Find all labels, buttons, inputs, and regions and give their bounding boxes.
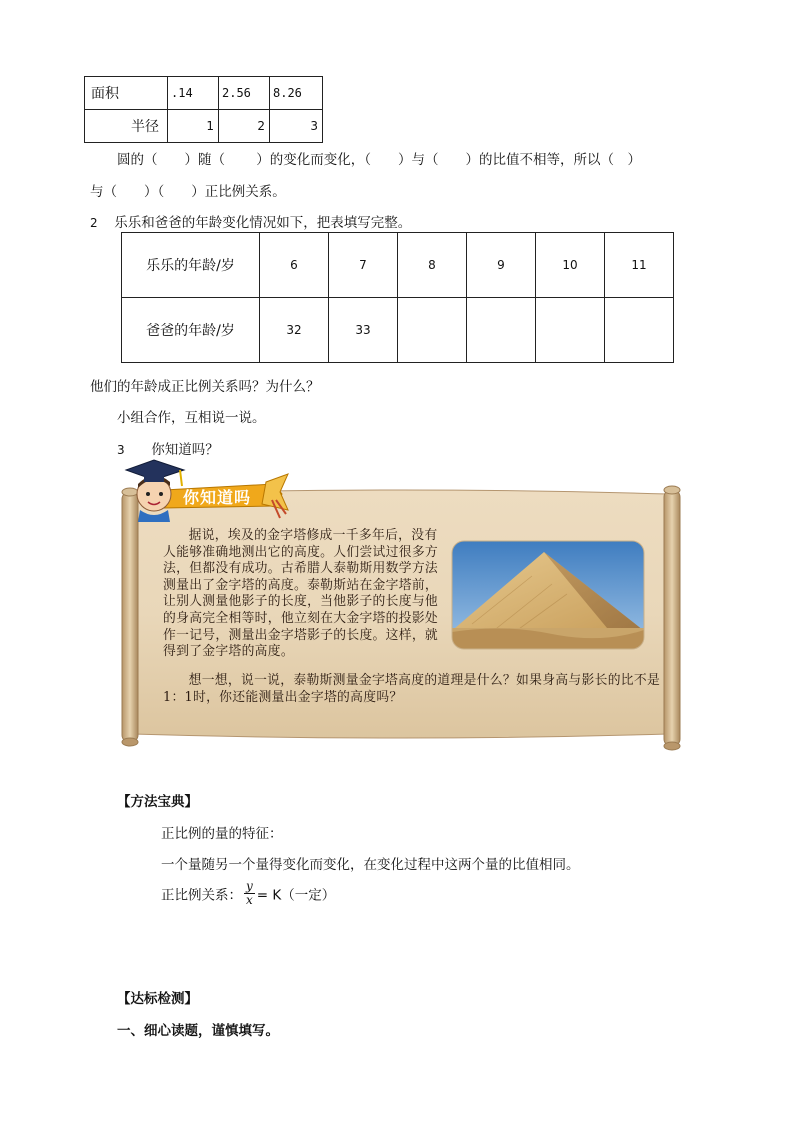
- circle-question-line1: 圆的（ ）随（ ）的变化而变化，（ ）与（ ）的比值不相等，所以（ ）: [117, 152, 642, 168]
- dad-age-blank[interactable]: [536, 298, 605, 363]
- ratio-fraction: [244, 880, 255, 907]
- pyramid-photo: [448, 541, 648, 650]
- check-heading: 【达标检测】: [117, 991, 198, 1007]
- think-question: 想一想，说一说，泰勒斯测量金字塔高度的道理是什么？如果身高与影长的比不是1：1时，你还能测量出金字塔的高度吗？: [163, 673, 661, 705]
- feature-title: 正比例的量的特征：: [161, 826, 283, 842]
- q2-prompt: 乐乐和爸爸的年龄变化情况如下，把表填写完整。: [114, 215, 412, 231]
- radius-label: 半径: [85, 110, 168, 143]
- area-cell: .14: [168, 77, 219, 110]
- fraction-numerator: y: [246, 879, 253, 893]
- age-table: [121, 232, 674, 363]
- table-row: [122, 233, 674, 298]
- pyramid-story: 据说，埃及的金字塔修成一千多年后，没有人能够准确地测出它的高度。人们尝试过很多方法，但都没有成功。古希腊人泰勒斯用数学方法测量出了金字塔的高度。泰勒斯站在金字塔前，让别人测量他影子的长度，当他影子的长度与他的身高完全相等时，他立刻在大金字塔的投影处作一记号，测量出金字塔影子的长度。这样，就得到了金字塔的高度。: [163, 528, 439, 660]
- fraction-denominator: x: [246, 893, 253, 907]
- q3-heading: [117, 438, 219, 458]
- dad-age-cell: 33: [329, 298, 398, 363]
- lele-age-cell: 11: [605, 233, 674, 298]
- q3-title: 你知道吗？: [151, 442, 219, 458]
- q2-number: 2: [90, 216, 98, 230]
- radius-cell: 1: [168, 110, 219, 143]
- table-row: [85, 110, 323, 143]
- area-cell: 8.26: [270, 77, 323, 110]
- relation-label: 正比例关系：: [161, 887, 242, 904]
- dad-age-blank[interactable]: [398, 298, 467, 363]
- lele-age-cell: 9: [467, 233, 536, 298]
- q2-heading: [90, 211, 411, 231]
- dad-age-blank[interactable]: [605, 298, 674, 363]
- radius-cell: 2: [219, 110, 270, 143]
- proportion-formula: [161, 880, 335, 907]
- lele-age-cell: 10: [536, 233, 605, 298]
- area-radius-table: [84, 76, 323, 143]
- q3-number: 3: [117, 443, 125, 457]
- circle-question-line2: 与（ ）（ ）正比例关系。: [90, 184, 286, 200]
- lele-age-cell: 8: [398, 233, 467, 298]
- relation-rhs: = K（一定）: [256, 887, 336, 904]
- table-row: [85, 77, 323, 110]
- method-heading: 【方法宝典】: [117, 794, 198, 810]
- area-label: 面积: [85, 77, 168, 110]
- feature-text: 一个量随另一个量得变化而变化，在变化过程中这两个量的比值相同。: [161, 857, 580, 873]
- section1-heading: 一、细心读题，谨慎填写。: [117, 1023, 279, 1039]
- dad-age-label: 爸爸的年龄/岁: [122, 298, 260, 363]
- table-row: [122, 298, 674, 363]
- lele-age-cell: 7: [329, 233, 398, 298]
- q2-group-work: 小组合作，互相说一说。: [117, 410, 266, 426]
- lele-age-label: 乐乐的年龄/岁: [122, 233, 260, 298]
- dad-age-cell: 32: [260, 298, 329, 363]
- lele-age-cell: 6: [260, 233, 329, 298]
- badge-label: 你知道吗: [183, 488, 252, 507]
- q2-follow-up: 他们的年龄成正比例关系吗？为什么？: [90, 379, 320, 395]
- area-cell: 2.56: [219, 77, 270, 110]
- dad-age-blank[interactable]: [467, 298, 536, 363]
- radius-cell: 3: [270, 110, 323, 143]
